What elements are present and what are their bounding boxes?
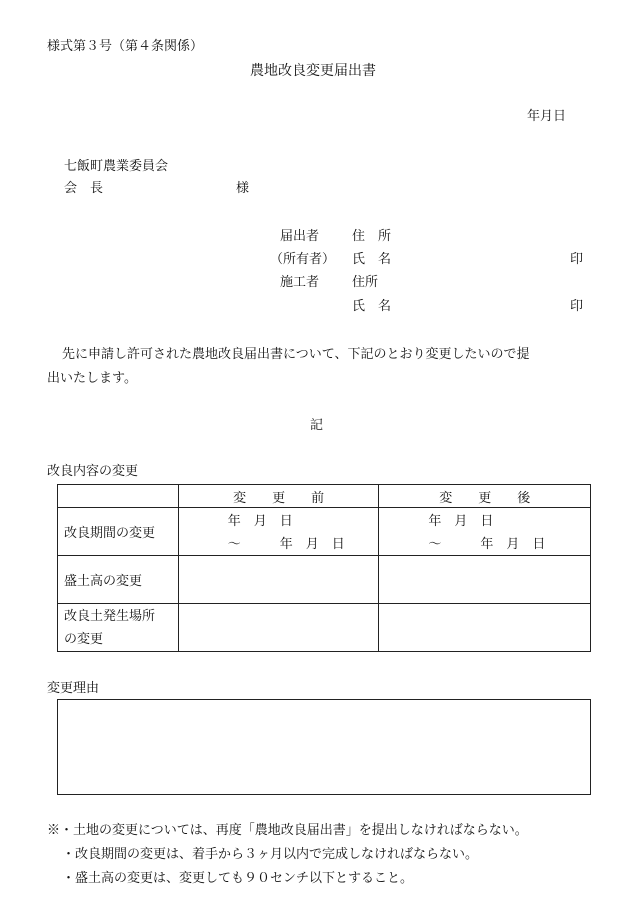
header-empty-cell <box>58 485 179 508</box>
note-3: ・盛土高の変更は、変更しても９０センチ以下とすること。 <box>62 871 414 886</box>
contractor-name-label: 氏 名 <box>352 299 392 314</box>
period-after-end: ～ 年 月 日 <box>428 537 546 552</box>
row-fill-height-before <box>178 556 379 604</box>
period-before-start: 年 月 日 <box>227 514 293 529</box>
reason-box <box>57 699 591 795</box>
row-fill-height-after <box>379 556 591 604</box>
addressee-role: 会 長 <box>64 181 104 196</box>
period-after-start: 年 月 日 <box>428 514 494 529</box>
row-soil-source-label <box>58 604 179 652</box>
addressee-org: 七飯町農業委員会 <box>64 159 169 174</box>
contractor-address-label: 住所 <box>352 275 379 290</box>
soil-source-label-line1: 改良土発生場所 <box>64 608 156 624</box>
row-soil-source-before <box>178 604 379 652</box>
table-caption: 改良内容の変更 <box>47 464 139 479</box>
note-2: ・改良期間の変更は、着手から３ヶ月以内で完成しなければならない。 <box>62 847 479 862</box>
header-before: 変 更 前 <box>178 485 379 508</box>
row-period-after <box>379 508 591 556</box>
applicant-seal: 印 <box>570 252 584 267</box>
contractor-label: 施工者 <box>280 275 320 290</box>
note-1: ※・土地の変更については、再度「農地改良届出書」を提出しなければならない。 <box>47 823 528 838</box>
period-before-end: ～ 年 月 日 <box>227 537 345 552</box>
body-text-line2: 出いたします。 <box>47 371 137 386</box>
contractor-seal: 印 <box>570 299 584 314</box>
ki-heading: 記 <box>310 418 324 433</box>
reason-label: 変更理由 <box>47 681 100 696</box>
soil-source-label-line2: の変更 <box>64 631 104 647</box>
applicant-address-label: 住 所 <box>352 229 392 244</box>
change-table <box>57 484 591 652</box>
addressee-honorific: 様 <box>236 181 250 196</box>
row-fill-height-label: 盛土高の変更 <box>58 556 179 604</box>
applicant-label: 届出者 <box>280 229 320 244</box>
form-number-label: 様式第３号（第４条関係） <box>47 39 204 54</box>
header-after: 変 更 後 <box>379 485 591 508</box>
document-title: 農地改良変更届出書 <box>250 63 376 79</box>
date-line: 年月日 <box>527 109 567 124</box>
applicant-owner-label: （所有者） <box>270 252 336 267</box>
row-period-label: 改良期間の変更 <box>58 508 179 556</box>
body-text-line1: 先に申請し許可された農地改良届出書について、下記のとおり変更したいので提 <box>62 347 530 362</box>
row-period-before <box>178 508 379 556</box>
applicant-name-label: 氏 名 <box>352 252 392 267</box>
row-soil-source-after <box>379 604 591 652</box>
